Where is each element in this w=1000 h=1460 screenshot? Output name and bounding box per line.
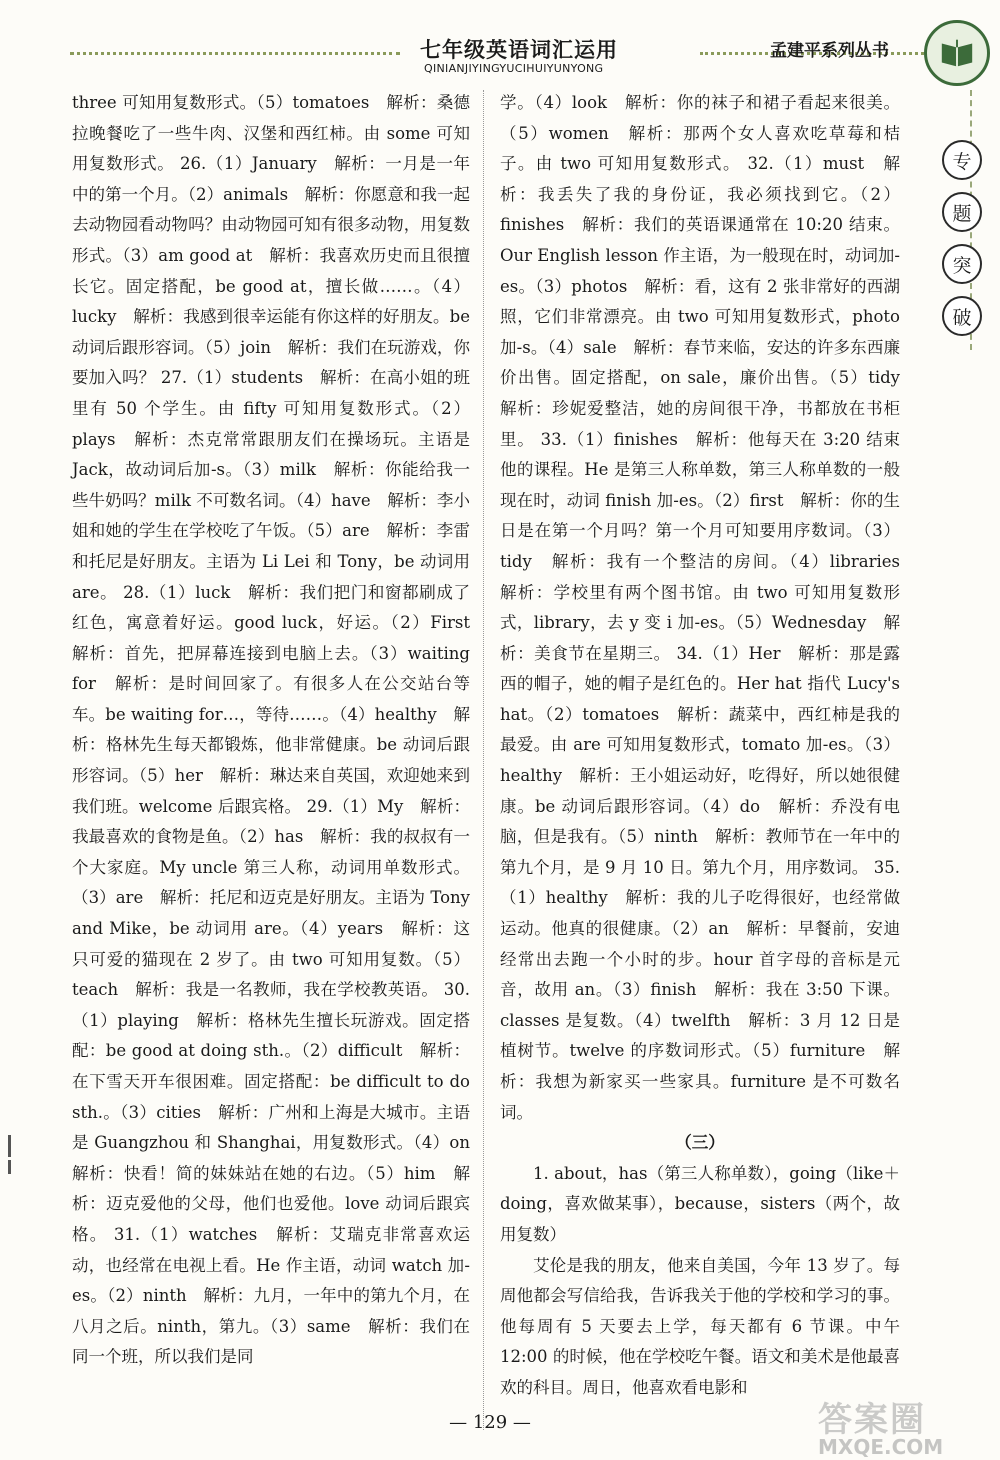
series-name: 孟建平系列丛书 [770, 41, 889, 61]
side-tab-3: 突 [942, 244, 982, 284]
page-number: — 129 — [449, 1412, 531, 1433]
book-icon [938, 34, 976, 72]
right-answer-text: 学。（4）look 解析：你的袜子和裙子看起来很美。（5）women 解析：那两个女人喜欢吃草莓和桔子。由 two 可知用复数形式。 32.（1）must 解析：我丢失了我的身份证，我必须找到它。（2）finishes 解析：我们的英语课通常在 10:20 结束。Our English lesson 作主语，为一般现在时，动词加-es。（3）photos 解析：看，这有 2 张非常好的西湖照，它们非常漂亮。由 two 可知用复数形式，photo 加-s。（4）sale 解析：春节来临，安达的许多东西廉价出售。固定搭配，on sale，廉价出售。（5）tidy 解析：珍妮爱整洁，她的房间很干净，书都放在书柜里。 33.（1）finishes 解析：他每天在 3:20 结束他的课程。He 是第三人称单数，第三人称单数的一般现在时，动词 finish 加-es。（2）first 解析：你的生日是在第一个月吗？第一个月可知要用序数词。（3）tidy 解析：我有一个整洁的房间。（4）libraries 解析：学校里有两个图书馆。由 two 可知用复数形式，library，去 y 变 i 加-es。（5）Wednesday 解析：美食节在星期三。 34.（1）Her 解析：那是露西的帽子，她的帽子是红色的。Her hat 指代 Lucy's hat。（2）tomatoes 解析：蔬菜中，西红柿是我的最爱。由 are 可知用复数形式，tomato 加-es。（3）healthy 解析：王小姐运动好，吃得好，所以她很健康。be 动词后跟形容词。（4）do 解析：乔没有电脑，但是我有。（5）ninth 解析：教师节在一年中的第九个月，是 9 月 10 日。第九个月，用序数词。 35.（1）healthy 解析：我的儿子吃得很好，也经常做运动。他真的很健康。（2）an 解析：早餐前，安迪经常出去跑一个小时的步。hour 首字母的音标是元音，故用 an。（3）finish 解析：我在 3:50 下课。classes 是复数。（4）twelfth 解析：3 月 12 日是植树节。twelve 的序数词形式。（5）furniture 解析：我想为新家买一些家具。furniture 是不可数名词。 [500, 93, 917, 1122]
section-title: （三） [675, 1133, 725, 1153]
side-topic-tabs [942, 140, 986, 348]
left-column [72, 88, 487, 1373]
binding-mark [8, 1135, 11, 1157]
book-title-pinyin: QINIANJIYINGYUCIHUIYUNYONG [424, 62, 604, 75]
section-answers: 1. about，has（第三人称单数），going（like＋doing，喜欢做某事），because，sisters（两个，故用复数） [500, 1163, 900, 1244]
header-dotted-rule-left [70, 52, 400, 61]
side-tab-4: 破 [942, 296, 982, 336]
left-answer-text: three 可知用复数形式。（5）tomatoes 解析：桑德拉晚餐吃了一些牛肉、汉堡和西红柿。由 some 可知用复数形式。 26.（1）January 解析：一月是一年中的第一个月。（2）animals 解析：你愿意和我一起去动物园看动物吗？由动物园可知有很多动物，用复数形式。（3）am good at 解析：我喜欢历史而且很擅长它。固定搭配，be good at，擅长做……。（4）lucky 解析：我感到很幸运能有你这样的好朋友。be 动词后跟形容词。（5）join 解析：我们在玩游戏，你要加入吗？ 27.（1）students 解析：在高小姐的班里有 50 个学生。由 fifty 可知用复数形式。（2）plays 解析：杰克常常跟朋友们在操场玩。主语是 Jack，故动词后加-s。（3）milk 解析：你能给我一些牛奶吗？milk 不可数名词。（4）have 解析：李小姐和她的学生在学校吃了午饭。（5）are 解析：李雷和托尼是好朋友。主语为 Li Lei 和 Tony，be 动词用 are。 28.（1）luck 解析：我们把门和窗都刷成了红色，寓意着好运。good luck，好运。（2）First 解析：首先，把屏幕连接到电脑上去。（3）waiting for 解析：是时间回家了。有很多人在公交站台等车。be waiting for…，等待……。（4）healthy 解析：格林先生每天都锻炼，他非常健康。be 动词后跟形容词。（5）her 解析：琳达来自英国，欢迎她来到我们班。welcome 后跟宾格。 29.（1）My 解析：我最喜欢的食物是鱼。（2）has 解析：我的叔叔有一个大家庭。My uncle 第三人称，动词用单数形式。（3）are 解析：托尼和迈克是好朋友。主语为 Tony and Mike，be 动词用 are。（4）years 解析：这只可爱的猫现在 2 岁了。由 two 可知用复数。（5）teach 解析：我是一名教师，我在学校教英语。 30.（1）playing 解析：格林先生擅长玩游戏。固定搭配：be good at doing sth.。（2）difficult 解析：在下雪天开车很困难。固定搭配：be difficult to do sth.。（3）cities 解析：广州和上海是大城市。主语是 Guangzhou 和 Shanghai，用复数形式。（4）on 解析：快看！简的妹妹站在她的右边。（5）him 解析：迈克爱他的父母，他们也爱他。love 动词后跟宾格。 31.（1）watches 解析：艾瑞克非常喜欢运动，也经常在电视上看。He 作主语，动词 watch 加-es。（2）ninth 解析：九月，一年中的第九个月，在八月之后。ninth，第九。（3）same 解析：我们在同一个班，所以我们是同 [72, 93, 487, 1367]
watermark-text-top: 答案圈 [818, 1400, 926, 1440]
side-tab-1: 专 [942, 140, 982, 180]
site-watermark [818, 1392, 993, 1459]
right-column [500, 88, 917, 1404]
side-tab-2: 题 [942, 192, 982, 232]
page-header [0, 0, 1000, 90]
watermark-text-bottom: MXQE.COM [818, 1435, 944, 1459]
publisher-logo-icon [924, 20, 990, 86]
column-divider [483, 90, 484, 1430]
section-translation: 艾伦是我的朋友，他来自美国，今年 13 岁了。每周他都会写信给我，告诉我关于他的学校和学习的事。他每周有 5 天要去上学，每天都有 6 节课。中午 12:00 的时候，他在学校吃午餐。语文和美术是他最喜欢的科目。周日，他喜欢看电影和 [500, 1255, 900, 1397]
binding-mark [8, 1160, 11, 1174]
book-title: 七年级英语词汇运用 [420, 37, 618, 62]
